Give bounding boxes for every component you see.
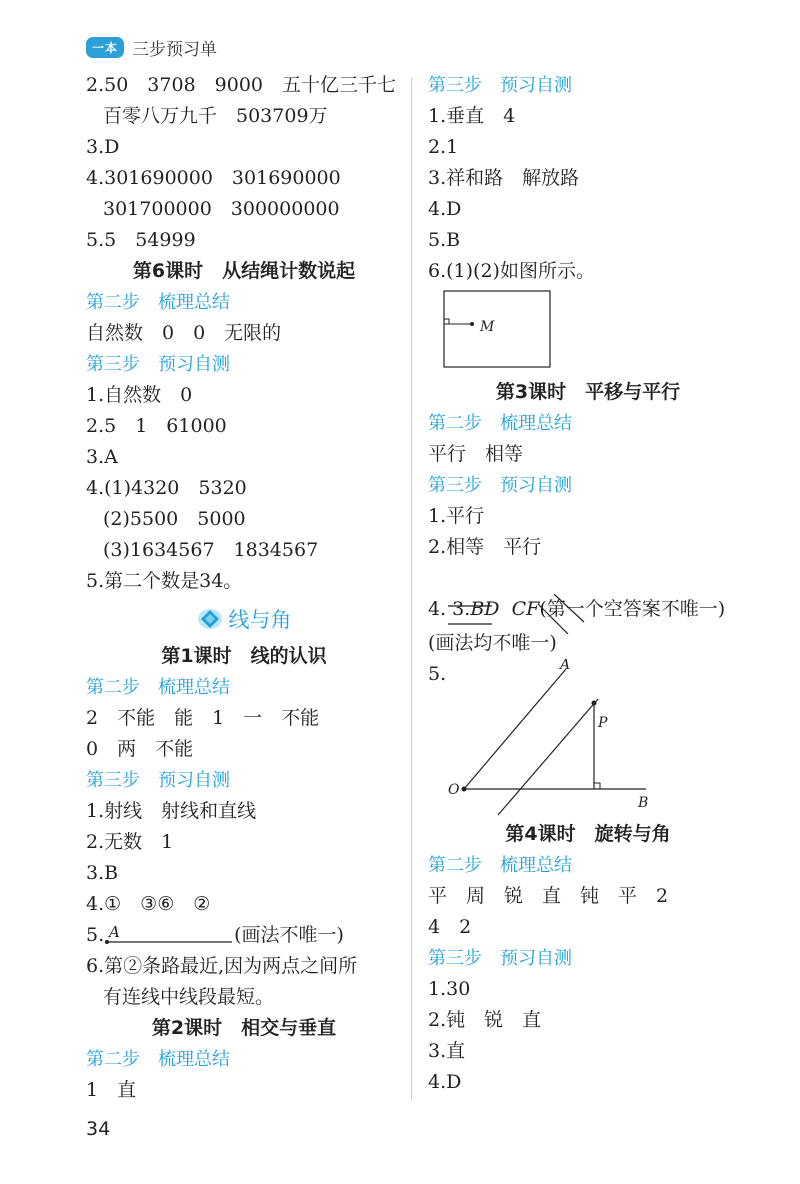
answer-line: 4 2 xyxy=(428,916,472,938)
answer-line: 2.1 xyxy=(428,136,459,158)
answer-line: 1.30 xyxy=(428,978,471,1000)
answer-line: 1 直 xyxy=(86,1079,137,1101)
item-number: 4. xyxy=(428,598,447,620)
answer-line: 2.无数 1 xyxy=(86,831,174,853)
answer-line: 百零八万九千 503709万 xyxy=(103,105,328,127)
answer-line: 2.5 1 61000 xyxy=(86,415,227,437)
segment-cf: CF xyxy=(511,598,540,620)
answer-line: 平行 相等 xyxy=(428,443,524,465)
answer-line: 0 两 不能 xyxy=(86,738,194,760)
ray-point-label: A xyxy=(109,922,120,941)
answer-line: 4.① ③⑥ ② xyxy=(86,893,211,915)
answer-line: 自然数 0 0 无限的 xyxy=(86,322,282,344)
answer-line: 3.D xyxy=(86,136,120,158)
answer-figure-5 xyxy=(428,659,748,819)
answer-line: 3.A xyxy=(86,446,118,468)
point-m-label: M xyxy=(480,319,495,335)
diamond-icon xyxy=(197,606,223,632)
item-number: 5. xyxy=(428,663,447,685)
answer-line: 5.B xyxy=(428,229,461,251)
point-o-label: O xyxy=(448,782,460,798)
answer-line: 2.钝 锐 直 xyxy=(428,1009,542,1031)
lesson-title: 第3课时 平移与平行 xyxy=(495,381,681,403)
lesson-title: 第2课时 相交与垂直 xyxy=(151,1017,337,1039)
answer-line: 6.第②条路最近,因为两点之间所 xyxy=(86,955,358,977)
answer-line: 3.直 xyxy=(428,1040,466,1062)
answer-line: 1.射线 射线和直线 xyxy=(86,800,257,822)
answer-line: (2)5500 5000 xyxy=(103,508,246,530)
answer-line-ray xyxy=(86,920,402,951)
answer-line: 2.50 3708 9000 五十亿三千七 xyxy=(86,74,397,96)
answer-line: 1.平行 xyxy=(428,505,485,527)
lesson-title: 第1课时 线的认识 xyxy=(161,645,327,667)
angle-figure xyxy=(428,659,748,819)
step-heading: 第二步 梳理总结 xyxy=(86,1049,230,1070)
answer-line: 有连线中线段最短。 xyxy=(103,986,275,1008)
column-divider xyxy=(411,78,412,1100)
note: (第一个空答案不唯一) xyxy=(539,598,726,620)
point-p-label: P xyxy=(598,715,608,731)
answer-line: 1.自然数 0 xyxy=(86,384,193,406)
answer-line: 5.第二个数是34。 xyxy=(86,570,243,592)
step-heading: 第二步 梳理总结 xyxy=(86,677,230,698)
answer-line: 4.D xyxy=(428,1071,462,1093)
answer-line: 1.垂直 4 xyxy=(428,105,516,127)
lesson-title: 第4课时 旋转与角 xyxy=(505,823,671,845)
segment-bd: BD xyxy=(470,598,500,620)
item-number: 5. xyxy=(86,924,105,946)
note: (画法不唯一) xyxy=(234,924,344,946)
unit-heading xyxy=(86,597,402,641)
item-number: 3. xyxy=(452,598,471,620)
brand-logo: 一本 xyxy=(86,37,124,58)
ray-figure xyxy=(104,922,234,950)
step-heading: 第三步 预习自测 xyxy=(86,354,230,375)
answer-line: 4.(1)4320 5320 xyxy=(86,477,247,499)
answer-line: (3)1634567 1834567 xyxy=(103,539,319,561)
answer-line: 2.相等 平行 xyxy=(428,536,542,558)
answer-line: 2 不能 能 1 一 不能 xyxy=(86,707,320,729)
answer-line: 3.B xyxy=(86,862,119,884)
unit-title: 线与角 xyxy=(228,608,292,632)
step-heading: 第三步 预习自测 xyxy=(86,770,230,791)
step-heading: 第三步 预习自测 xyxy=(428,948,572,969)
lesson-title: 第6课时 从结绳计数说起 xyxy=(132,260,356,282)
right-column xyxy=(428,70,748,1098)
step-heading: 第二步 梳理总结 xyxy=(428,855,572,876)
page-number: 34 xyxy=(86,1118,111,1140)
page-header xyxy=(86,34,217,60)
step-heading: 第三步 预习自测 xyxy=(428,75,572,96)
point-b-label: B xyxy=(638,795,649,811)
perpendicular-figure xyxy=(428,287,748,377)
answer-line: 301700000 300000000 xyxy=(103,198,340,220)
answer-line: 5.5 54999 xyxy=(86,229,196,251)
answer-line: 平 周 锐 直 钝 平 2 xyxy=(428,885,669,907)
left-column xyxy=(86,70,402,1106)
step-heading: 第二步 梳理总结 xyxy=(86,292,230,313)
step-heading: 第二步 梳理总结 xyxy=(428,413,572,434)
answer-line: 4.301690000 301690000 xyxy=(86,167,341,189)
answer-line: 3.祥和路 解放路 xyxy=(428,167,580,189)
point-a-label: A xyxy=(560,659,571,673)
answer-line: (画法均不唯一) xyxy=(428,632,557,654)
header-title: 三步预习单 xyxy=(132,39,218,60)
answer-line: 6.(1)(2)如图所示。 xyxy=(428,260,595,282)
answer-line: 4.D xyxy=(428,198,462,220)
answer-line xyxy=(428,563,748,620)
step-heading: 第三步 预习自测 xyxy=(428,475,572,496)
